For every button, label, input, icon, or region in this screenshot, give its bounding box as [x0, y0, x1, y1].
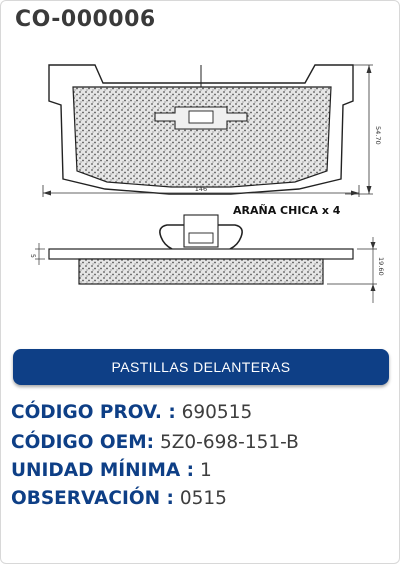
detail-minimum-unit	[11, 460, 212, 481]
category-banner: PASTILLAS DELANTERAS	[13, 349, 389, 385]
detail-oem-code	[11, 432, 299, 453]
side-friction-material	[79, 259, 323, 284]
brake-pad-technical-drawing	[1, 41, 400, 331]
detail-label: CÓDIGO PROV. :	[11, 402, 176, 423]
detail-value: 1	[199, 460, 212, 481]
detail-value: 5Z0-698-151-B	[159, 432, 299, 453]
side-backing-plate	[49, 249, 353, 259]
dim-height-label: 54.70	[374, 126, 382, 145]
product-code: CO-000006	[15, 7, 156, 32]
detail-label: UNIDAD MÍNIMA :	[11, 460, 195, 481]
dim-width-label: 146	[194, 185, 208, 193]
detail-label: CÓDIGO OEM:	[11, 432, 155, 453]
drawing-note: ARAÑA CHICA x 4	[233, 204, 341, 217]
detail-value: 690515	[181, 402, 253, 423]
dim-thickness-label: 19.60	[377, 257, 385, 276]
detail-value: 0515	[179, 488, 227, 509]
detail-observation	[11, 488, 227, 509]
friction-pad	[73, 87, 331, 187]
dim-small-label: 5	[29, 254, 36, 258]
detail-provider-code	[11, 402, 252, 423]
detail-label: OBSERVACIÓN :	[11, 488, 174, 509]
